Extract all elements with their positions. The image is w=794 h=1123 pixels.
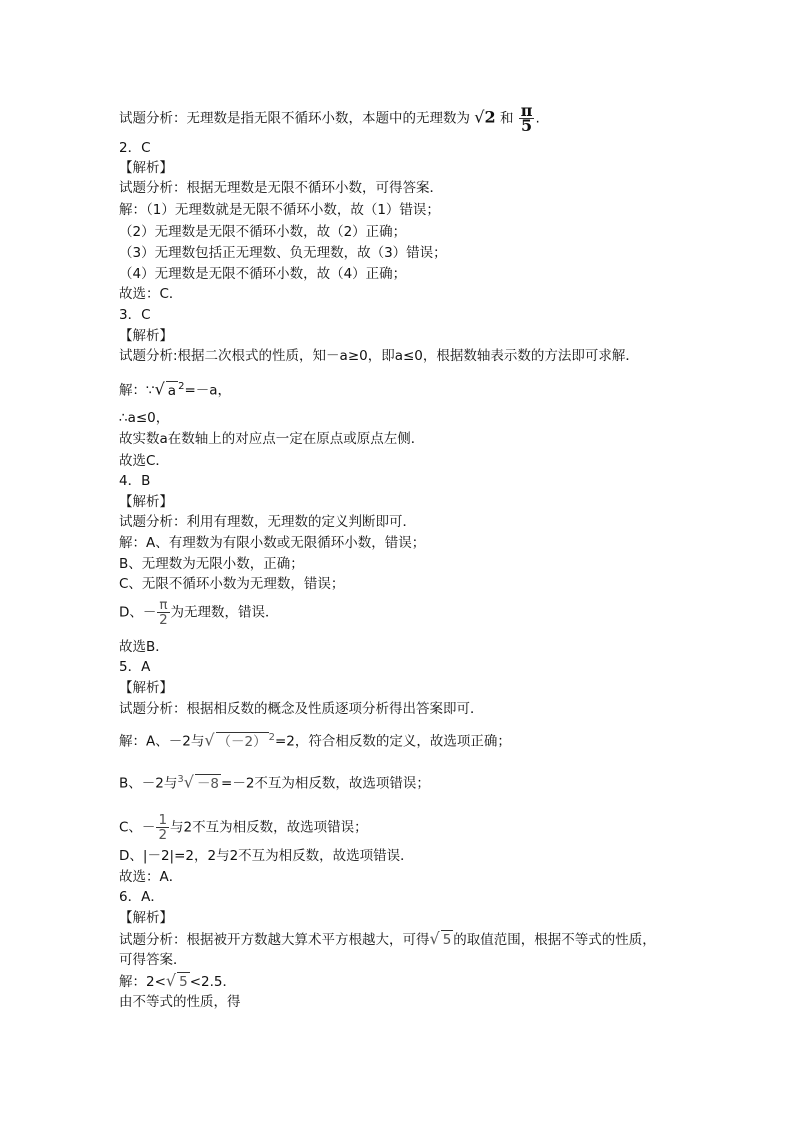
- radicand: a: [167, 382, 177, 399]
- numerator: π: [520, 101, 533, 120]
- text: 为无理数，错误．: [170, 604, 279, 621]
- q5-option-a: [119, 729, 511, 751]
- text: D、－: [119, 604, 157, 621]
- text: 的取值范围，根据不等式的性质，: [453, 932, 656, 948]
- q4-tag: 【解析】: [119, 494, 173, 510]
- q5-option-c: [119, 813, 368, 842]
- text: 试题分析：无理数是指无限不循环小数，本题中的无理数为: [119, 110, 470, 127]
- denominator: 5: [521, 116, 533, 135]
- text: <2.5．: [189, 974, 236, 990]
- text: 与2不互为相反数，故选项错误；: [170, 819, 368, 836]
- sqrt-icon: √: [165, 971, 177, 990]
- q4-analysis: 试题分析：利用有理数，无理数的定义判断即可．: [119, 514, 416, 530]
- q2-line: （2）无理数是无限不循环小数，故（2）正确；: [119, 224, 407, 240]
- text: 解：2<: [119, 974, 166, 990]
- q2-line: 解：（1）无理数就是无限不循环小数，故（1）错误；: [119, 202, 440, 218]
- q6-tag: 【解析】: [119, 910, 173, 926]
- q5-option-b: [119, 771, 430, 793]
- text: =－a，: [184, 382, 232, 399]
- radicand: －8: [196, 775, 220, 792]
- q4-answer: 4．B: [119, 473, 151, 489]
- exponent: 2: [178, 381, 185, 392]
- q4-line: B、无理数为无限小数，正确；: [119, 556, 304, 572]
- sqrt-arg: 2: [484, 107, 496, 127]
- sqrt-icon: √: [204, 730, 215, 750]
- q3-answer: 3．C: [119, 307, 151, 323]
- text: 和: [499, 110, 514, 127]
- cube-root-icon: √: [183, 772, 194, 792]
- q5-answer: 5．A: [119, 659, 151, 675]
- q3-therefore: ∴a≤0，: [119, 410, 170, 426]
- text: =2，符合相反数的定义，故选项正确；: [275, 733, 511, 750]
- text: =－2不互为相反数，故选项错误；: [221, 775, 430, 792]
- text: .: [535, 110, 540, 127]
- q6-analysis-cont: 可得答案．: [119, 952, 187, 968]
- denominator: 2: [158, 827, 168, 843]
- q3-tag: 【解析】: [119, 328, 173, 344]
- root-index: 3: [177, 774, 184, 785]
- numerator: π: [159, 597, 168, 613]
- q3-choose: 故选C．: [119, 453, 169, 469]
- q6-last: 由不等式的性质，得: [119, 994, 241, 1010]
- q6-answer: 6．A．: [119, 889, 164, 905]
- q4-line: C、无限不循环小数为无理数，错误；: [119, 576, 345, 592]
- q4-choose: 故选B．: [119, 639, 169, 655]
- q2-answer: 2．C: [119, 140, 151, 156]
- q4-option-d: [119, 598, 279, 627]
- sqrt-icon: √: [154, 379, 165, 399]
- denominator: 2: [159, 612, 168, 628]
- fraction: [156, 813, 169, 842]
- q4-line: 解：A、有理数为有限小数或无限循环小数，错误；: [119, 535, 426, 551]
- sqrt-icon: √: [474, 107, 485, 127]
- text: 解：∵: [119, 382, 155, 399]
- sqrt-icon: √: [429, 929, 440, 948]
- q6-solution: [119, 972, 236, 991]
- q2-line: （3）无理数包括正无理数、负无理数，故（3）错误；: [119, 245, 447, 261]
- q5-tag: 【解析】: [119, 680, 173, 696]
- q5-option-d: D、|－2|=2，2与2不互为相反数，故选项错误．: [119, 848, 414, 864]
- q2-analysis: 试题分析：根据无理数是无限不循环小数，可得答案．: [119, 180, 443, 196]
- text: 试题分析：根据被开方数越大算术平方根越大，可得: [119, 932, 430, 948]
- q1-analysis: [119, 101, 540, 135]
- q5-analysis: 试题分析：根据相反数的概念及性质逐项分析得出答案即可．: [119, 701, 484, 717]
- radicand: （－2）: [217, 733, 267, 750]
- fraction: [519, 101, 535, 135]
- q6-analysis: [119, 930, 656, 949]
- text: 解：A、－2与: [119, 733, 205, 750]
- numerator: 1: [158, 812, 168, 828]
- q3-analysis: 试题分析:根据二次根式的性质，知－a≥0，即a≤0，根据数轴表示数的方法即可求解．: [119, 348, 639, 364]
- q2-choose: 故选：C．: [119, 286, 183, 302]
- radicand: 5: [442, 932, 452, 948]
- q3-solution: [119, 378, 231, 400]
- fraction: [157, 598, 169, 627]
- q5-choose: 故选：A．: [119, 869, 183, 885]
- q2-line: （4）无理数是无限不循环小数，故（4）正确；: [119, 266, 407, 282]
- text: C、－: [119, 819, 156, 836]
- radicand: 5: [179, 974, 188, 990]
- q2-tag: 【解析】: [119, 160, 173, 176]
- text: B、－2与: [119, 775, 178, 792]
- q3-conclusion: 故实数a在数轴上的对应点一定在原点或原点左侧．: [119, 431, 425, 447]
- exponent: 2: [268, 732, 275, 743]
